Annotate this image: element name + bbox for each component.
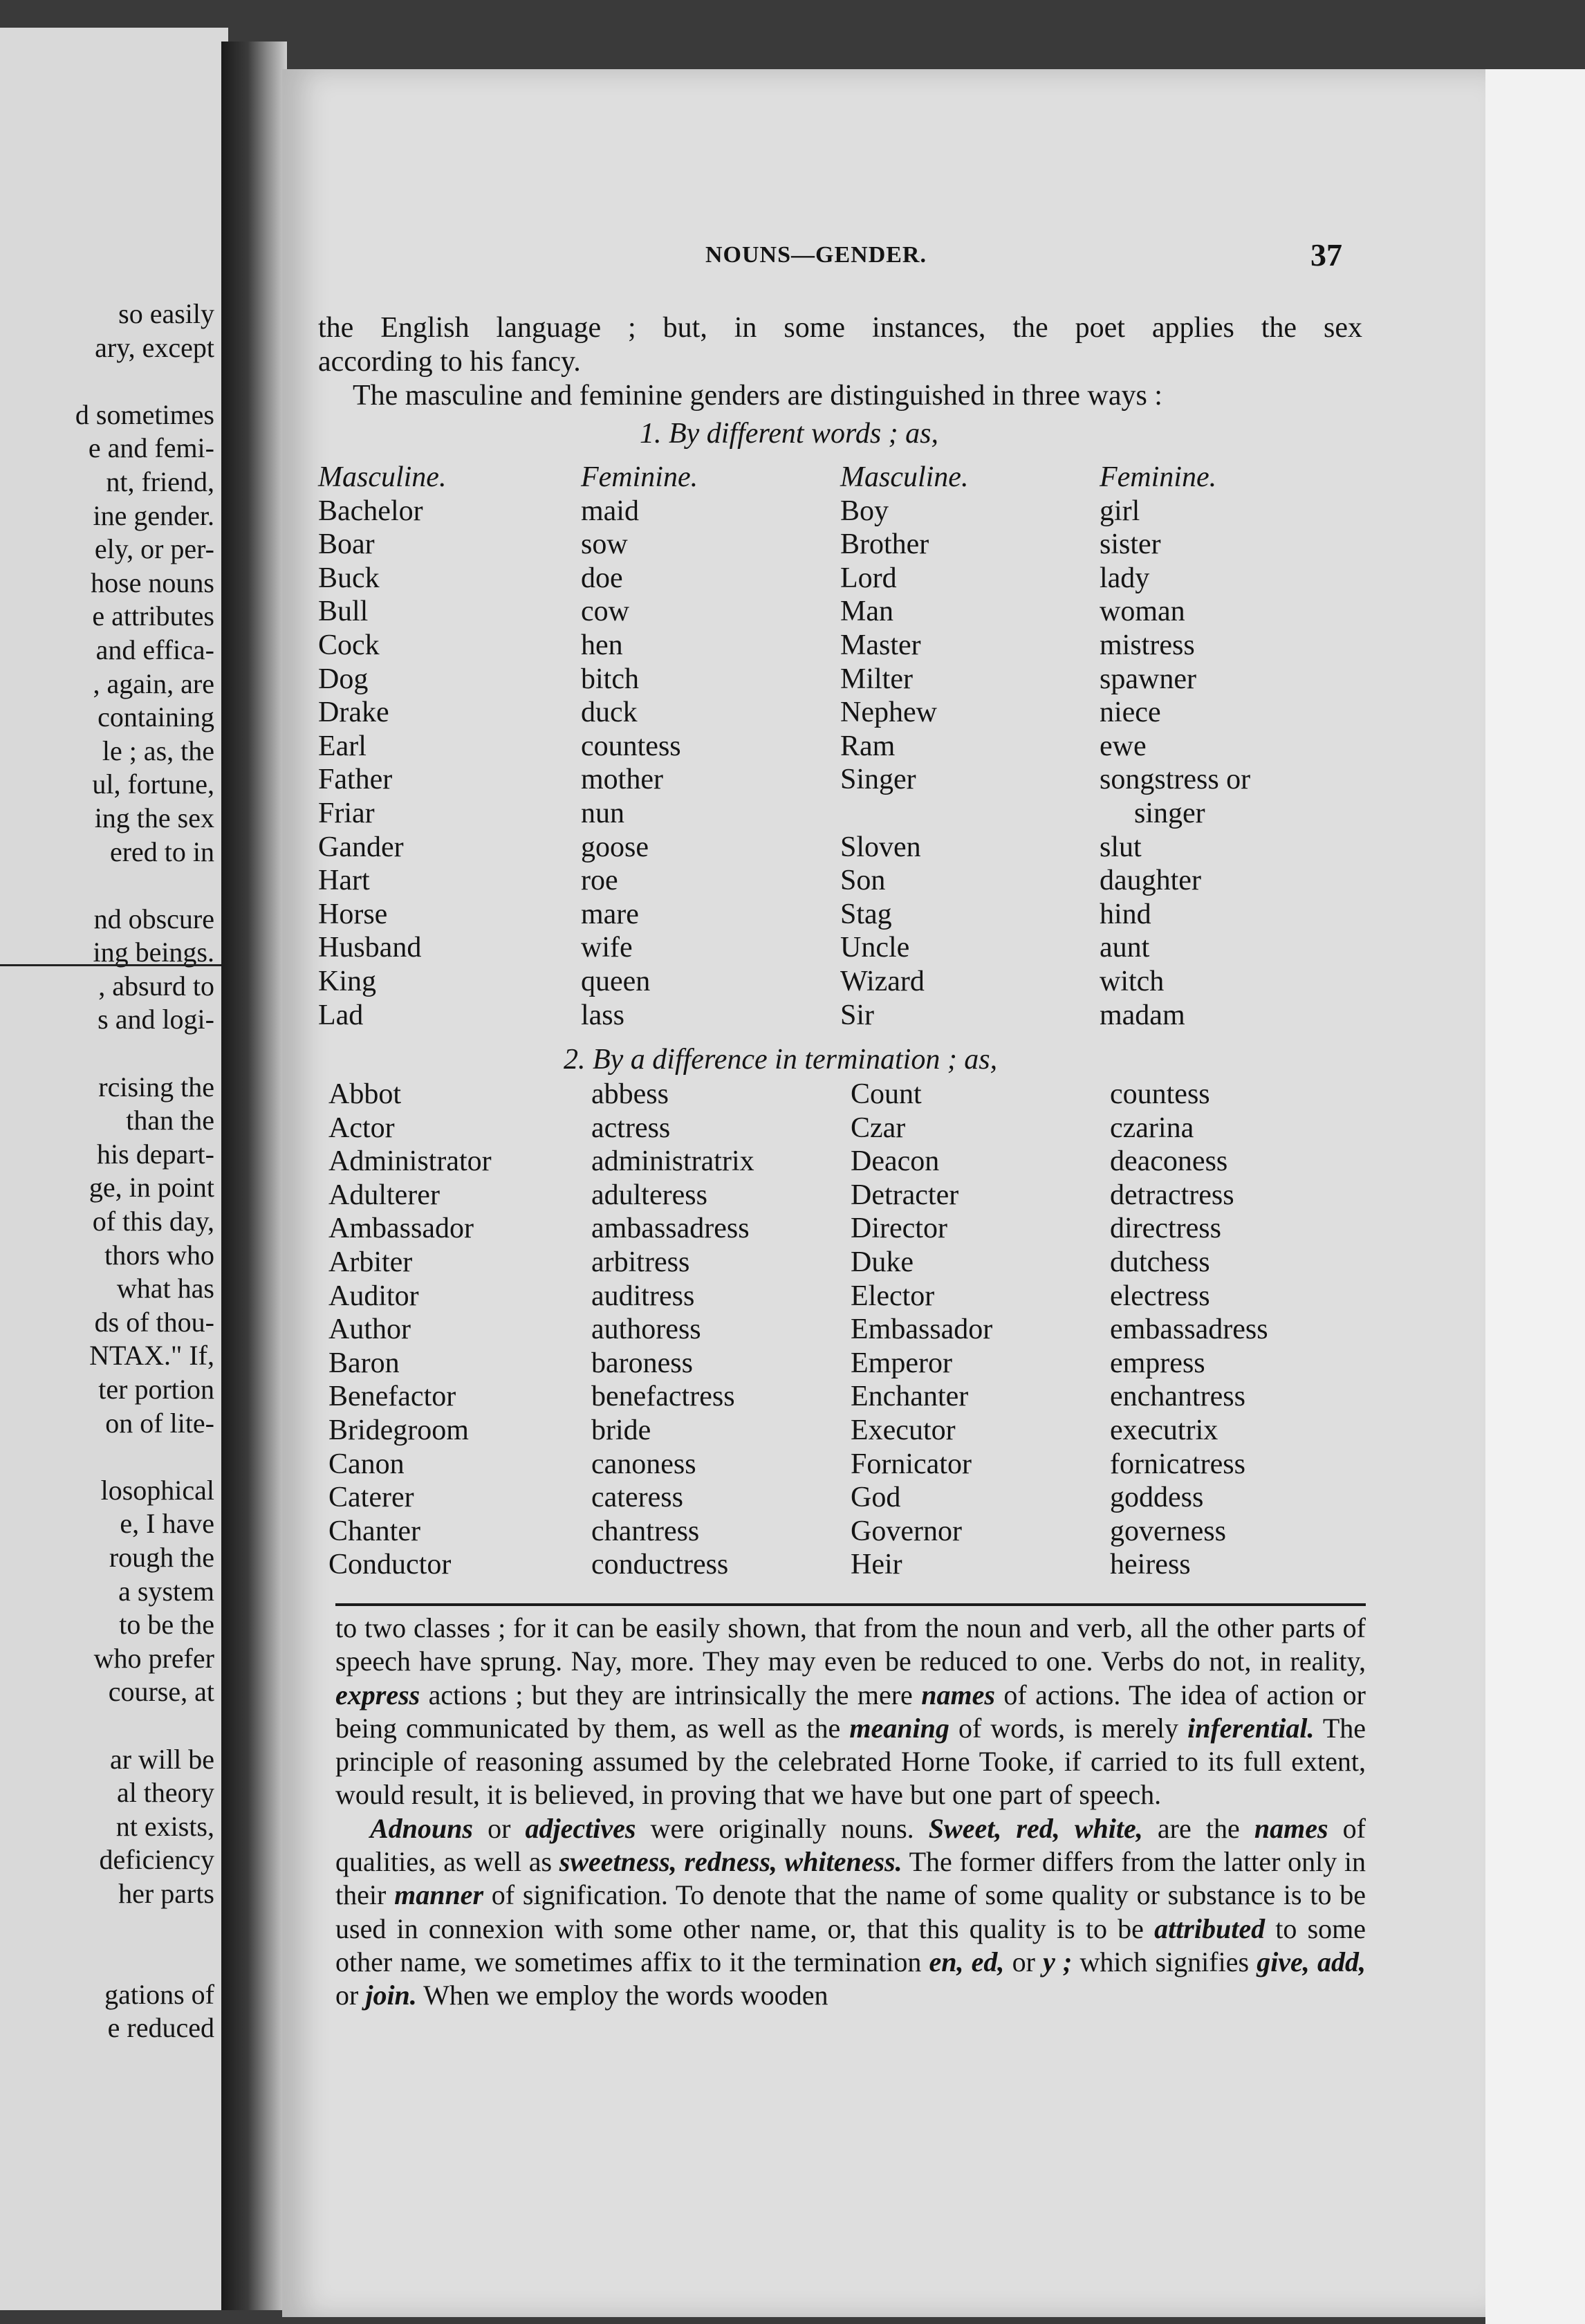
left-page-line: d sometimes (75, 398, 214, 430)
table-cell: Heir (851, 1549, 902, 1581)
section1-heading-text: 1. By different words ; as, (640, 418, 939, 450)
left-page-line: ar will be (109, 1743, 214, 1775)
table-cell: girl (1100, 495, 1140, 527)
table-cell: Earl (318, 730, 367, 762)
table-cell: executrix (1110, 1414, 1218, 1446)
column-header: Feminine. (581, 461, 698, 493)
table-cell: aunt (1100, 932, 1150, 964)
table-row (328, 1212, 1407, 1246)
table-cell: Caterer (328, 1482, 414, 1514)
left-page-line: to be the (119, 1609, 214, 1641)
table-row (318, 495, 1397, 528)
table-cell: chantress (591, 1515, 700, 1547)
table-row (328, 1280, 1407, 1313)
table-cell: goose (581, 831, 649, 863)
left-page-line: gations of (104, 1978, 214, 2010)
left-page-line: ary, except (95, 331, 214, 363)
table-cell: Governor (851, 1515, 962, 1547)
table-cell: Milter (840, 663, 913, 695)
table-cell: enchantress (1110, 1381, 1245, 1413)
table-row (318, 898, 1397, 932)
left-page-line: , absurd to (98, 970, 214, 1002)
table-cell: Abbot (328, 1078, 401, 1110)
table-cell: Canon (328, 1448, 405, 1480)
table-cell: Bridegroom (328, 1414, 469, 1446)
table-cell: czarina (1110, 1112, 1194, 1144)
table-cell: Dog (318, 663, 369, 695)
table-cell: bride (591, 1414, 651, 1446)
table-row (318, 528, 1397, 562)
table-cell: Nephew (840, 697, 937, 729)
table-cell: lady (1100, 562, 1150, 594)
table-cell: Baron (328, 1347, 400, 1379)
table-row (318, 999, 1397, 1033)
table-cell: Conductor (328, 1549, 452, 1581)
table-cell: songstress or (1100, 764, 1251, 796)
table-header-row (318, 461, 1397, 495)
table-row (328, 1246, 1407, 1280)
table-cell: Sloven (840, 831, 921, 863)
table-cell: Elector (851, 1280, 935, 1312)
table-cell: doe (581, 562, 623, 594)
table-cell: God (851, 1482, 901, 1514)
table-cell: directress (1110, 1212, 1221, 1245)
table-cell: administratrix (591, 1145, 754, 1178)
table-cell: hen (581, 629, 623, 661)
left-page-line (0, 1709, 214, 1743)
table-cell: witch (1100, 965, 1165, 997)
table-cell: lass (581, 999, 624, 1031)
table-cell: Wizard (840, 965, 925, 997)
left-page-line: nd obscure (93, 903, 214, 934)
table-cell: Boar (318, 528, 375, 561)
intro-line: The masculine and feminine genders are distinguished in three ways : (353, 380, 1162, 412)
table-row (318, 595, 1397, 629)
table-cell: cateress (591, 1482, 683, 1514)
table-cell: Man (840, 596, 893, 628)
left-page-line: NTAX." If, (89, 1340, 214, 1372)
table-cell: Singer (840, 764, 916, 796)
table-cell: detractress (1110, 1179, 1234, 1211)
left-page-line (0, 1037, 214, 1071)
table-cell: Duke (851, 1246, 914, 1278)
gender-table-different-words (318, 461, 1397, 1032)
intro-line: according to his fancy. (318, 346, 581, 378)
table-cell: auditress (591, 1280, 695, 1312)
table-cell: deaconess (1110, 1145, 1228, 1178)
table-row (328, 1380, 1407, 1414)
table-cell: electress (1110, 1280, 1210, 1312)
running-head: NOUNS—GENDER. (705, 242, 927, 268)
table-cell: singer (1134, 797, 1205, 829)
table-cell: hind (1100, 898, 1151, 930)
table-cell: Boy (840, 495, 889, 527)
table-cell: Embassador (851, 1313, 993, 1346)
table-row (318, 629, 1397, 663)
table-cell: daughter (1100, 865, 1201, 897)
table-row (328, 1481, 1407, 1515)
left-page-line: al theory (116, 1777, 214, 1809)
table-row (318, 562, 1397, 596)
left-page-line: ing beings. (93, 937, 214, 968)
table-cell: nun (581, 797, 624, 829)
table-cell: Lad (318, 999, 364, 1031)
left-page-line: e and femi- (88, 432, 214, 464)
footnote-rule (335, 1603, 1366, 1606)
table-cell: abbess (591, 1078, 669, 1110)
section1-heading (640, 417, 938, 450)
table-cell: Bachelor (318, 495, 423, 527)
table-cell: benefactress (591, 1381, 735, 1413)
left-page-line: than the (126, 1105, 214, 1136)
table-cell: sow (581, 528, 628, 561)
table-cell: embassadress (1110, 1313, 1268, 1346)
table-cell: King (318, 965, 376, 997)
table-row (328, 1313, 1407, 1347)
page-number: 37 (1310, 237, 1342, 273)
left-facing-page (0, 28, 228, 2310)
table-cell: sister (1100, 528, 1161, 561)
table-cell: Son (840, 865, 886, 897)
footnote-paragraph-1: to two classes ; for it can be easily shown, that from the noun and verb, all the other parts of speech have sprung. Nay, more. They may even be reduced to one. Verbs do not, in reality, express actions ; but they are intrinsically the mere names of actions. The idea of action or being communicated by them, as well as the meaning of words, is merely inferential. The principle of reasoning assumed by the celebrated Horne Tooke, if carried to its full extent, would result, it is believed, in proving that we have but one part of speech. (335, 1612, 1366, 1811)
table-cell: Author (328, 1313, 411, 1346)
table-cell: mare (581, 898, 639, 930)
left-page-line: ter portion (98, 1374, 214, 1405)
left-page-line: nt, friend, (106, 465, 214, 497)
left-page-line: e attributes (92, 600, 214, 632)
left-page-line: rough the (109, 1541, 214, 1573)
table-cell: madam (1100, 999, 1185, 1031)
table-cell: Drake (318, 697, 389, 729)
table-cell: Auditor (328, 1280, 419, 1312)
table-cell: Husband (318, 932, 422, 964)
table-cell: duck (581, 697, 638, 729)
left-page-line: rcising the (98, 1071, 214, 1103)
left-page-line: ine gender. (93, 499, 214, 531)
table-cell: queen (581, 965, 651, 997)
table-cell: baroness (591, 1347, 693, 1379)
left-page-line: on of lite- (105, 1407, 214, 1439)
table-cell: Arbiter (328, 1246, 413, 1278)
table-cell: Detracter (851, 1179, 959, 1211)
table-cell: authoress (591, 1313, 701, 1346)
table-cell: Enchanter (851, 1381, 969, 1413)
left-page-line: so easily (118, 298, 214, 329)
table-cell: conductress (591, 1549, 729, 1581)
table-cell: Gander (318, 831, 404, 863)
table-cell: Director (851, 1212, 947, 1245)
left-page-line: ul, fortune, (92, 768, 214, 800)
left-page-line (0, 365, 214, 398)
table-cell: Count (851, 1078, 922, 1110)
table-row (318, 663, 1397, 697)
table-cell: governess (1110, 1515, 1226, 1547)
table-cell: heiress (1110, 1549, 1191, 1581)
left-page-line (0, 1440, 214, 1474)
left-page-line: deficiency (99, 1844, 214, 1876)
table-row (328, 1112, 1407, 1145)
left-page-line: who prefer (93, 1642, 214, 1674)
page-margin (1485, 69, 1585, 2324)
table-row (318, 831, 1397, 865)
table-cell: arbitress (591, 1246, 690, 1278)
table-row (328, 1548, 1407, 1582)
left-page-text (0, 297, 214, 2045)
left-page-line: hose nouns (91, 566, 214, 598)
table-cell: Administrator (328, 1145, 492, 1178)
column-header: Feminine. (1100, 461, 1217, 493)
left-page-rule (0, 964, 228, 966)
left-page-line: her parts (118, 1877, 214, 1909)
table-cell: Master (840, 629, 921, 661)
left-page-line: his depart- (97, 1138, 214, 1170)
table-row (328, 1448, 1407, 1482)
table-cell: Friar (318, 797, 375, 829)
table-cell: actress (591, 1112, 671, 1144)
book-gutter (221, 42, 287, 2310)
table-cell: ewe (1100, 730, 1147, 762)
gender-table-termination (328, 1078, 1407, 1582)
table-cell: Fornicator (851, 1448, 972, 1480)
left-page-line: thors who (104, 1239, 214, 1271)
section2-heading (564, 1043, 997, 1076)
table-cell: Stag (840, 898, 892, 930)
table-cell: roe (581, 865, 618, 897)
table-cell: Ambassador (328, 1212, 474, 1245)
table-cell: cow (581, 596, 629, 628)
table-cell: Executor (851, 1414, 956, 1446)
table-cell: countess (581, 730, 681, 762)
table-cell: Horse (318, 898, 388, 930)
table-cell: dutchess (1110, 1246, 1210, 1278)
left-page-line: ing the sex (94, 802, 214, 833)
table-cell: slut (1100, 831, 1142, 863)
table-cell: Sir (840, 999, 875, 1031)
table-cell: mistress (1100, 629, 1195, 661)
table-cell: Czar (851, 1112, 906, 1144)
column-header: Masculine. (318, 461, 447, 493)
table-cell: Cock (318, 629, 380, 661)
table-cell: adulteress (591, 1179, 707, 1211)
table-cell: Ram (840, 730, 896, 762)
table-cell: mother (581, 764, 663, 796)
table-cell: ambassadress (591, 1212, 750, 1245)
left-page-line (0, 1944, 214, 1978)
table-row (328, 1515, 1407, 1549)
left-page-line: a system (118, 1575, 214, 1607)
table-cell: woman (1100, 596, 1185, 628)
left-page-line: ely, or per- (94, 533, 214, 565)
left-page-line: of this day, (92, 1206, 214, 1237)
table-row (318, 965, 1397, 999)
table-cell: Lord (840, 562, 897, 594)
table-cell: maid (581, 495, 639, 527)
left-page-line: losophical (100, 1474, 214, 1506)
table-cell: Chanter (328, 1515, 420, 1547)
left-page-line: what has (116, 1273, 214, 1304)
footnote (335, 1612, 1366, 2013)
table-cell: spawner (1100, 663, 1196, 695)
table-cell: Benefactor (328, 1381, 456, 1413)
column-header: Masculine. (840, 461, 969, 493)
table-cell: fornicatress (1110, 1448, 1245, 1480)
table-row (318, 931, 1397, 965)
left-page-line: and effica- (95, 634, 214, 665)
table-row (318, 797, 1397, 831)
table-row (318, 730, 1397, 764)
table-row (328, 1145, 1407, 1179)
left-page-line (0, 869, 214, 903)
table-row (328, 1347, 1407, 1381)
table-row (318, 763, 1397, 797)
table-cell: Bull (318, 596, 369, 628)
intro-line: the English language ; but, in some instances, the poet applies the sex (318, 312, 1362, 344)
table-cell: Adulterer (328, 1179, 440, 1211)
left-page-line: ge, in point (89, 1172, 214, 1204)
table-cell: bitch (581, 663, 639, 695)
left-page-line: containing (98, 701, 214, 733)
intro-paragraph (318, 311, 1362, 413)
table-cell: Uncle (840, 932, 910, 964)
table-cell: countess (1110, 1078, 1210, 1110)
table-cell: Emperor (851, 1347, 952, 1379)
table-row (318, 864, 1397, 898)
table-cell: canoness (591, 1448, 696, 1480)
left-page-line: ds of thou- (94, 1306, 214, 1338)
footnote-paragraph-2: Adnouns or adjectives were originally nouns. Sweet, red, white, are the names of qualities, as well as sweetness, redness, whiteness. The former differs from the latter only in their manner of signification. To denote that the name of some quality or substance is to be used in connexion with some other name, or, that this quality is to be attributed to some other name, we sometimes affix to it the termination en, ed, or y ; which signifies give, add, or join. When we employ the words wooden (335, 1812, 1366, 2011)
left-page-line: , again, are (93, 667, 214, 699)
table-cell: Father (318, 764, 393, 796)
table-cell: Hart (318, 865, 370, 897)
table-cell: wife (581, 932, 633, 964)
table-cell: goddess (1110, 1482, 1204, 1514)
table-cell: Buck (318, 562, 380, 594)
table-cell: Brother (840, 528, 929, 561)
left-page-line: e reduced (107, 2012, 214, 2044)
left-page-line: nt exists, (115, 1810, 214, 1842)
left-page-line: s and logi- (98, 1004, 214, 1035)
left-page-line: le ; as, the (102, 735, 214, 766)
table-row (328, 1414, 1407, 1448)
table-cell: empress (1110, 1347, 1205, 1379)
table-cell: Actor (328, 1112, 395, 1144)
left-page-line (0, 1911, 214, 1945)
table-row (328, 1179, 1407, 1212)
left-page-line: ered to in (109, 836, 214, 867)
table-row (328, 1078, 1407, 1112)
table-cell: niece (1100, 697, 1161, 729)
left-page-line: course, at (108, 1676, 214, 1708)
table-cell: Deacon (851, 1145, 940, 1178)
section2-heading-text: 2. By a difference in termination ; as, (564, 1044, 998, 1076)
left-page-line: e, I have (120, 1508, 214, 1540)
table-row (318, 696, 1397, 730)
